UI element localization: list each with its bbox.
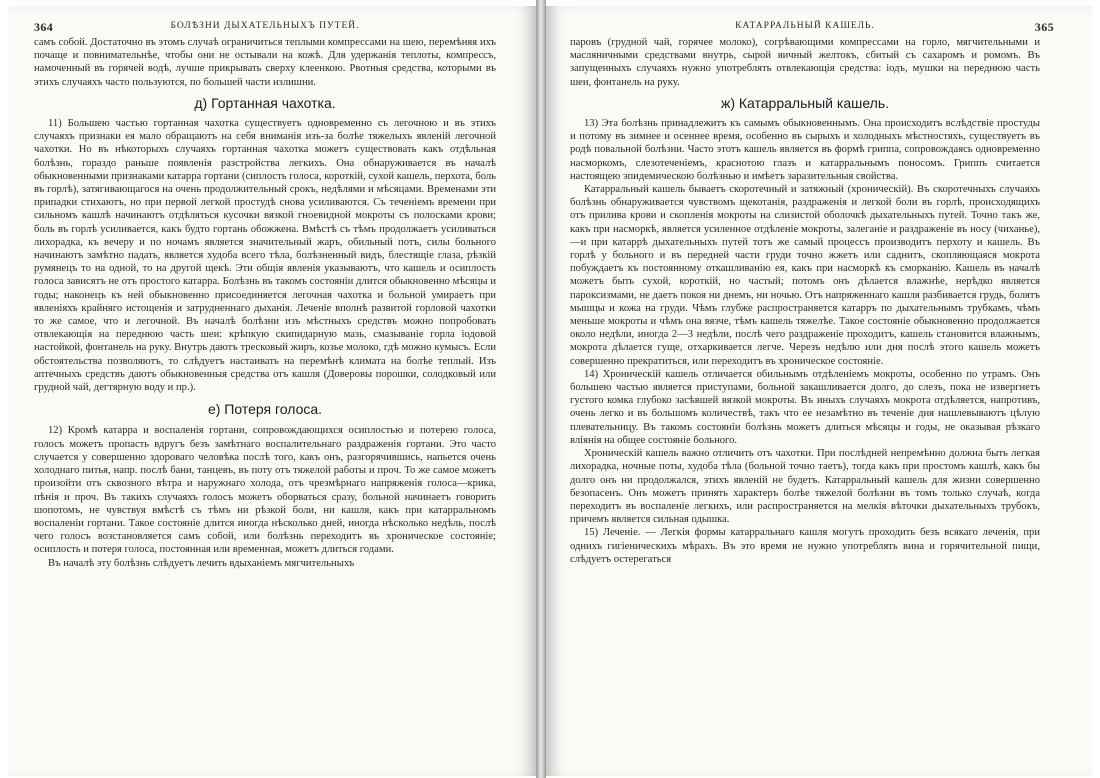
right-intro-paragraph: паровъ (грудной чай, горячее молоко), согрѣвающими компрессами на горло, мягчительными и масляничными средствами внутрь, сырой яичный желтокъ, сбитый съ сахаромъ и ромомъ. Въ запущенныхъ случаяхъ нужно употреблять отвлекающія средства: іодъ, мушки на переднюю часть шеи, фонтанель на руку. [570,37,1040,88]
right-page-number: 365 [1034,20,1054,34]
left-page-number: 364 [34,20,54,34]
right-page [546,6,1092,776]
paragraph-14-continued: Хроническій кашель важно отличить отъ чахотки. При послѣдней непремѣнно должна быть легкая лихорадка, ночные поты, худоба тѣла (больной точно таетъ), тогда какъ при простомъ кашлѣ, какъ бы долго онъ ни продолжался, этихъ явленій не будетъ. Катарральный кашель для жизни совершенно безопасенъ. Онъ можетъ принять характеръ болѣе тяжелой болѣзни въ томъ только случаѣ, когда переходитъ въ воспаленіе легкихъ, или распространяется на мелкія вѣточки дыхательныхъ трубокъ, причемъ является сильная одышка. [570,448,1040,526]
left-body-text [34,36,496,570]
paragraph-13: 13) Эта болѣзнь принадлежитъ къ самымъ обыкновеннымъ. Она происходитъ вслѣдствіе простуды и потому въ зимнее и осеннее время, особенно въ сырыхъ и холодныхъ мѣстностяхъ, существуетъ въ родѣ повальной болѣзни. Часто этотъ кашель является въ формѣ гриппа, сопровождаясь одновременно насморкомъ, слезотеченіемъ, краснотою глазъ и катарральнымъ поносомъ. Гриппъ считается настоящею эпидемическою болѣзнью и имѣетъ заразительныя свойства. [570,118,1040,182]
right-running-header [570,20,1054,34]
section-heading-catarrhal-cough: ж) Катарральный кашель. [720,94,890,111]
left-running-header [34,20,496,34]
section-heading-voice-loss: е) Потеря голоса. [207,401,323,418]
left-page [8,6,536,776]
paragraph-15: 15) Леченіе. — Легкія формы катарральнаго кашля могутъ проходить безъ всякаго леченія, при однихъ гигіеническихъ мѣрахъ. Въ это время не нужно употреблять вина и горячительной пищи, слѣдуетъ остерегаться [570,527,1040,565]
left-page-content [34,20,496,570]
paragraph-12: 12) Кромѣ катарра и воспаленія гортани, сопровождающихся осиплостью и потерею голоса, голосъ можетъ пропасть вдругъ безъ замѣтнаго воспалительнаго раздраженія гортани. Это часто случается у совершенно здороваго человѣка послѣ того, какъ онъ, разгорячившись, напьется очень холоднаго питья, напр. послѣ бани, танцевъ, въ поту отъ тяжелой работы и проч. То же самое можетъ произойти отъ сквозного вѣтра и наружнаго холода, отъ чрезмѣрнаго напряженія голоса—крика, пѣнія и проч. Въ такихъ случаяхъ голосъ можетъ оборваться сразу, больной начинаетъ говорить шопотомъ, не чувствуя вмѣстѣ съ тѣмъ ни рѣзкой боли, ни кашля, какъ при катарральномъ воспаленіи гортани. Такое состояніе длится иногда нѣсколько дней, иногда нѣсколько недѣль, послѣ чего голосъ возстановляется самъ собой, или болѣзнь переходитъ въ хроническое состояніе; осиплость и потеря голоса, постоянная или временная, можетъ длиться годами. [34,425,496,556]
book-gutter [536,0,546,778]
left-intro-paragraph: самъ собой. Достаточно въ этомъ случаѣ ограничиться теплыми компрессами на шею, перемѣняя ихъ почаще и повнимательнѣе, чтобы они не остывали на кожѣ. Для удержанія теплоты, компрессъ, намоченный въ горячей водѣ, лучше прикрывать сверху клеенкою. Рвотныя средства, которыми въ этихъ случаяхъ часто пользуются, по большей части излишни. [34,37,496,88]
section-heading-laryngeal-consumption: д) Гортанная чахотка. [194,94,336,111]
right-body-text [570,36,1040,566]
paragraph-13-continued: Катарральный кашель бываетъ скоротечный и затяжный (хроническій). Въ скоротечныхъ случаяхъ болѣзнь обнаруживается чувствомъ щекотанія, раздраженія и легкой боли въ горлѣ, происходящихъ отъ прилива крови и скопленія мокроты на слизистой оболочкѣ дыхательныхъ путей. Точно такъ же, какъ при насморкѣ, является усиленное отдѣленіе мокроты, залеганіе и раздраженіе въ носу (чиханье),—и при катаррѣ дыхательныхъ путей тотъ же самый процессъ производитъ перхоту и кашель. Въ горлѣ у больного и въ передней части груди точно жжетъ или саднитъ, скопляющаяся мокрота побуждаетъ къ постоянному откашливанію ея, какъ при насморкѣ къ сморканію. Кашель въ началѣ можетъ быть сухой, короткій, но частый; потомъ онъ дѣлается влажнѣе, нерѣдко является пароксизмами, не даетъ покоя ни днемъ, ни ночью. Отъ напряженнаго кашля разбивается грудь, болятъ мышцы и кожа на груди. Чѣмъ глубже распространяется катарръ по дыхательнымъ трубкамъ, чѣмъ меньше мокроты и чѣмъ она вязче, тѣмъ кашель тяжелѣе. Такое состояніе обыкновенно продолжается около недѣли, иногда 2—3 недѣли, послѣ чего раздраженіе проходитъ, кашель становится влажнымъ, мокрота дѣлается гуще, отхаркивается легче. Черезъ недѣлю или дня послѣ этого кашель можетъ совершенно прекратиться, или переходитъ въ хроническое состояніе. [570,184,1040,367]
right-running-title: КАТАРРАЛЬНЫЙ КАШЕЛЬ. [735,21,875,31]
paragraph-11: 11) Большею частью гортанная чахотка существуетъ одновременно съ легочною и въ этихъ случаяхъ признаки ея мало обращаютъ на себя вниманія изъ-за болѣе тяжелыхъ явленій легочной чахотки. Но въ нѣкоторыхъ случаяхъ гортанная чахотка можетъ существовать какъ отдѣльная болѣзнь, гораздо раньше появленія разстройства легкихъ. Она обнаруживается въ началѣ обыкновенными признаками катарра гортани (сиплость голоса, короткій, сухой кашель, перхота, боль въ горлѣ), затягивающагося на очень продолжительный срокъ, недѣлями и мѣсяцами. Временами эти припадки стихаютъ, но при первой легкой простудѣ снова усиливаются. Съ теченіемъ времени при сильномъ кашлѣ начинаютъ отдѣляться кусочки вязкой гноевидной мокроты съ полосками крови; боль въ горлѣ усиливается, какъ будто гортань обожжена. Вмѣстѣ съ тѣмъ продолжаетъ усиливаться лихорадка, къ вечеру и по ночамъ является значительный жаръ, обильный потъ, силы больного начинаютъ замѣтно падать, является худоба всего тѣла, болѣзненный видъ, блестящіе глаза, рѣзкій румянецъ то на одной, то на другой щекѣ. Эти общія явленія указываютъ, что кашель и осиплость голоса зависятъ не отъ простого катарра. Болѣзнь въ такомъ состояніи длится обыкновенно мѣсяцы и годы; наконецъ къ ней обыкновенно присоединяется легочная чахотка и больной умираетъ при явленіяхъ крайняго истощенія и затрудненнаго дыханія. Леченіе вполнѣ развитой горловой чахотки то же самое, что и легочной. Въ началѣ болѣзни изъ мѣстныхъ средствъ можно попробовать отвлекающія на переднюю часть шеи: крѣпкую скипидарную мазь, смазываніе горла іодовой настойкой, фонтанель на руку. Внутрь даютъ тресковый жиръ, козье молоко, гдѣ можно кумысъ. Если обстоятельства позволяютъ, то слѣдуетъ настаивать на перемѣнѣ климата на болѣе теплый. Изъ аптечныхъ средствъ даютъ обыкновенныя средства отъ кашля (Довеpoвы порошки, солодковый или грудной чай, дегтярную воду и пр.). [34,118,496,394]
paragraph-14: 14) Хроническій кашель отличается обильнымъ отдѣленіемъ мокроты, особенно по утрамъ. Онъ большею частью является приступами, больной закашливается долго, до слезъ, пока не извергнетъ густого комка глубоко засѣвшей вязкой мокроты. Въ иныхъ случаяхъ мокрота отдѣляется, напротивъ, очень легко и въ большомъ количествѣ, такъ что ее незамѣтно въ теченіе дня нашлевываютъ цѣлую плевательницу. Въ такомъ состояніи болѣзнь можетъ длиться мѣсяцы и годы, не оказывая рѣзкаго вліянія на общее состояніе больного. [570,368,1040,446]
right-page-content [570,20,1054,566]
left-running-title: БОЛѢЗНИ ДЫХАТЕЛЬНЫХЪ ПУТЕЙ. [170,21,360,31]
paragraph-12-last-line: Въ началѣ эту болѣзнь слѣдуетъ лечить вдыханіемъ мягчительныхъ [48,557,355,569]
